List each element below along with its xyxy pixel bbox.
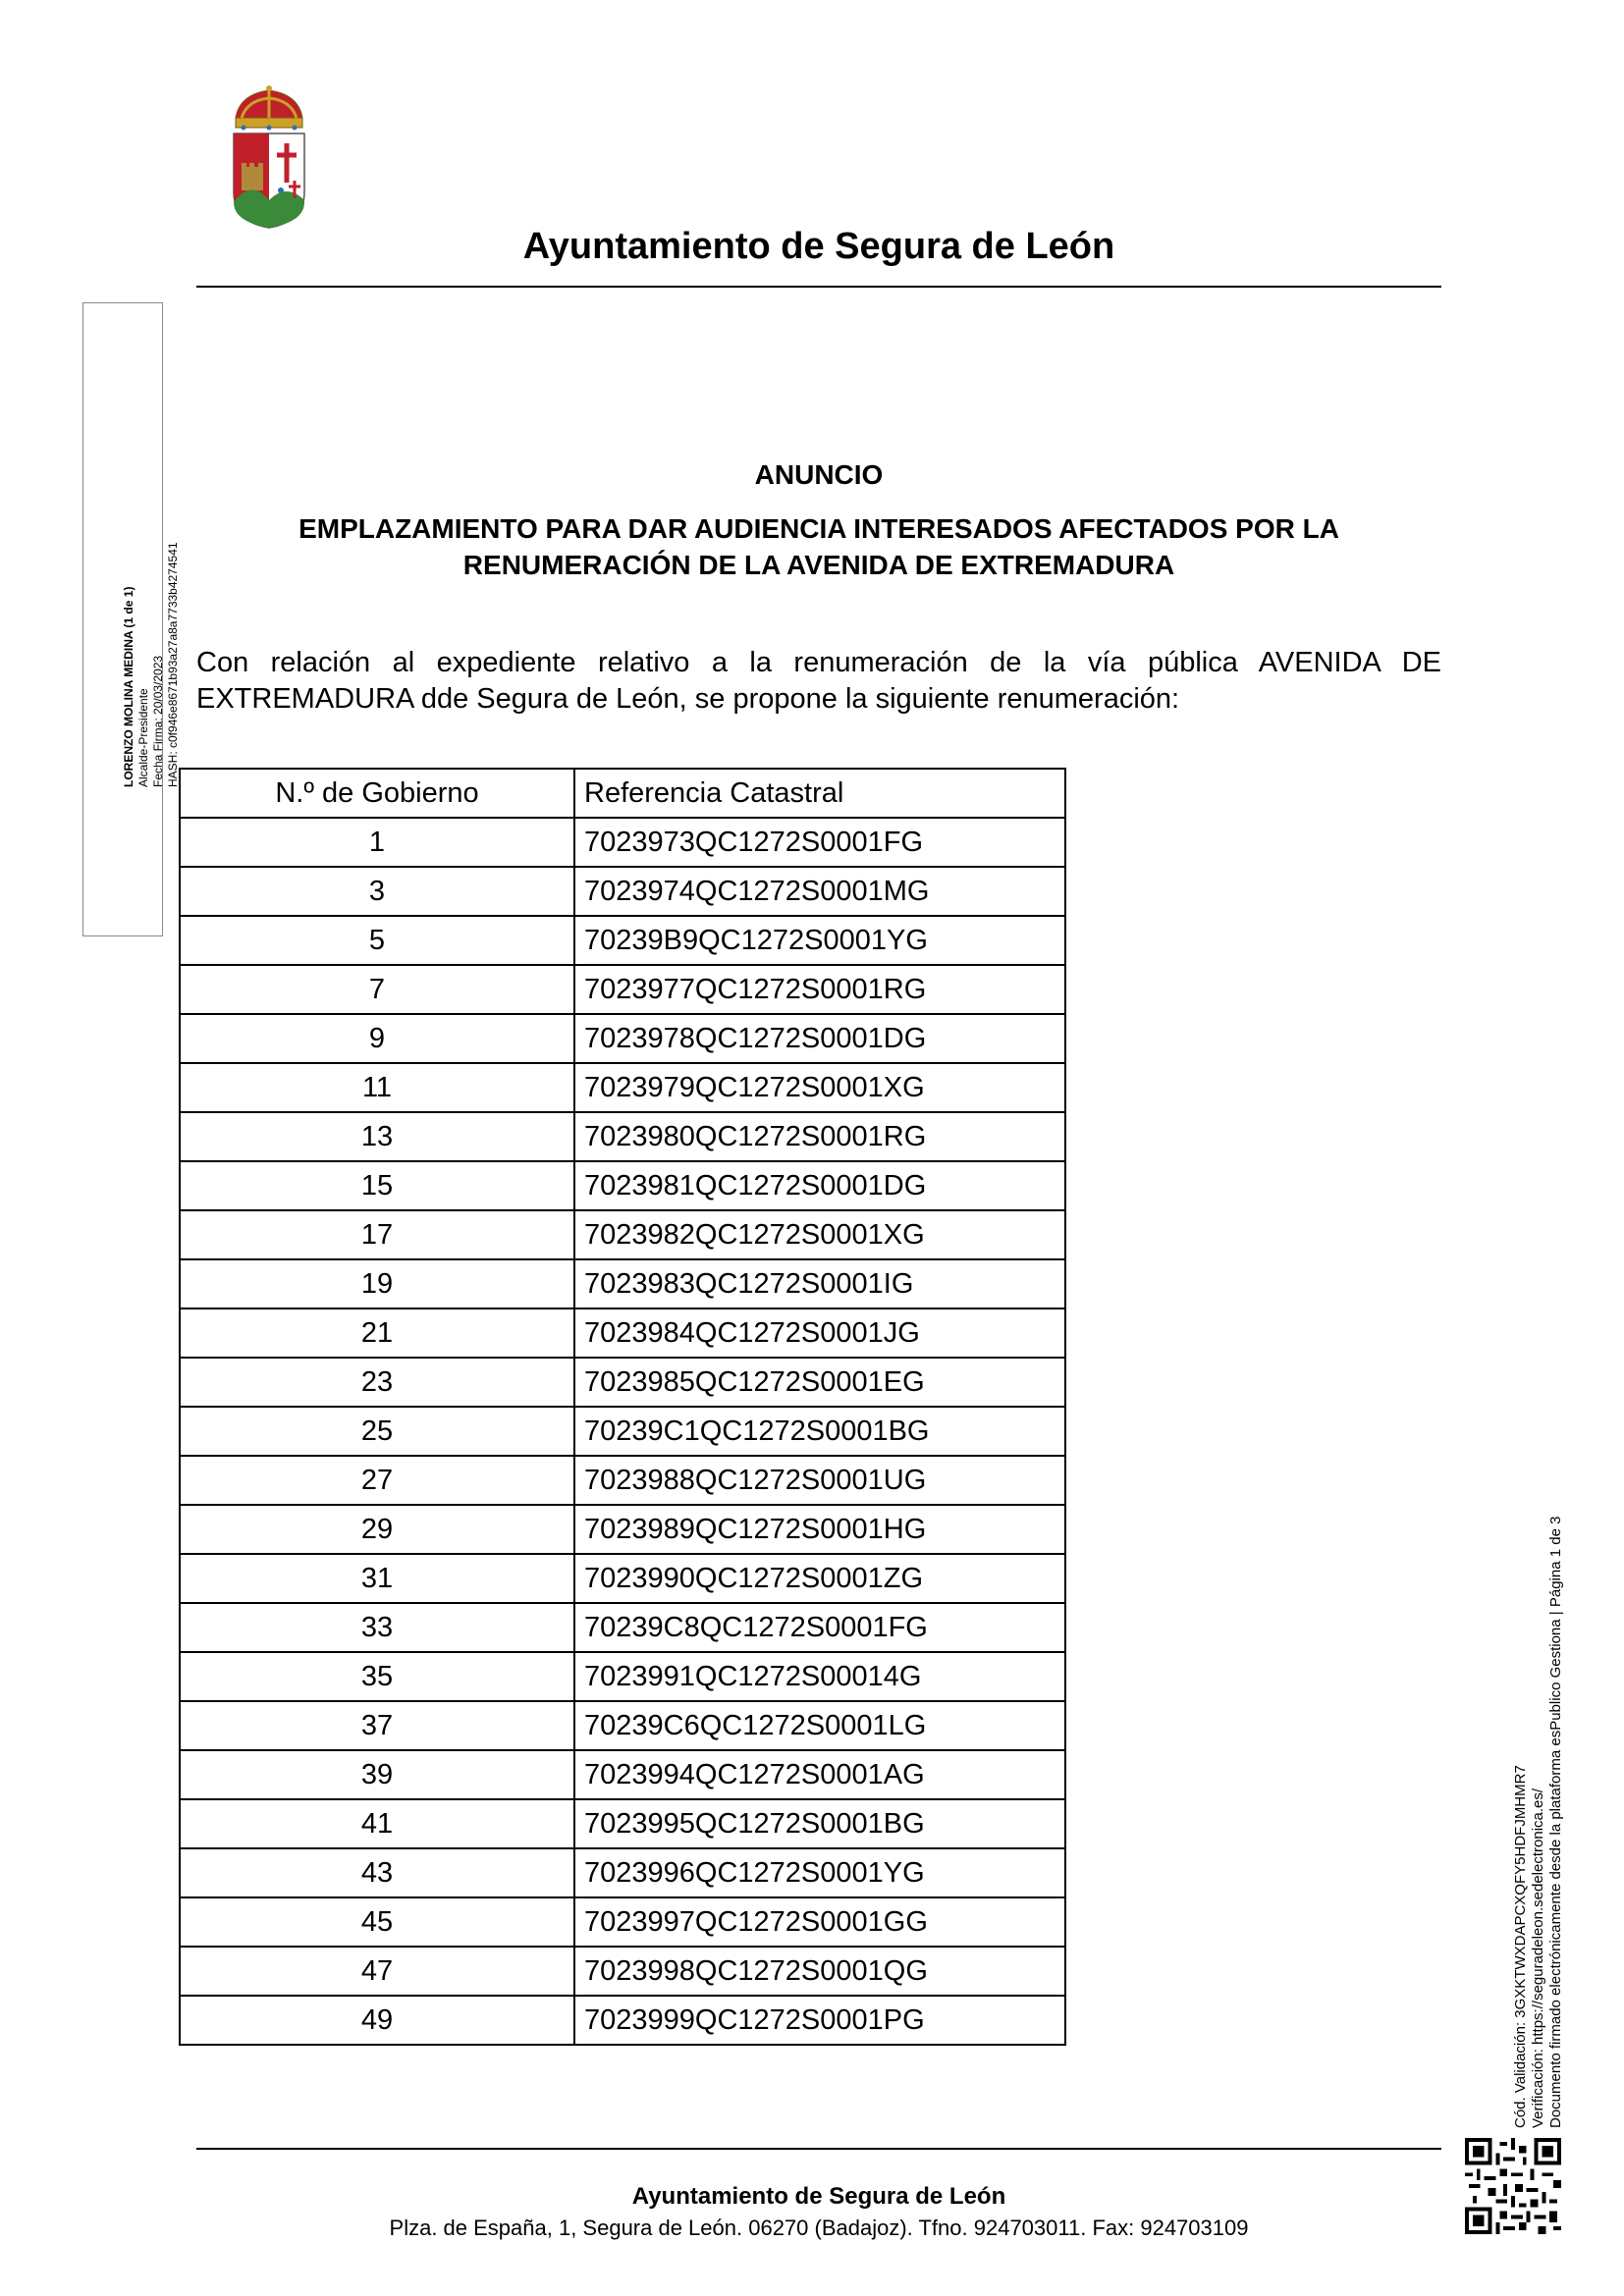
table-row: [180, 1996, 1065, 2045]
cell-cadastral-reference: 7023981QC1272S0001DG: [574, 1161, 1065, 1210]
qr-code-icon: [1465, 2138, 1561, 2234]
cell-number: 19: [180, 1259, 574, 1308]
subject-line-2: RENUMERACIÓN DE LA AVENIDA DE EXTREMADURA: [462, 550, 1175, 580]
cell-number: 29: [180, 1505, 574, 1554]
cell-number: 49: [180, 1996, 574, 2045]
cell-number: 47: [180, 1947, 574, 1996]
table-row: [180, 1505, 1065, 1554]
table-row: [180, 1063, 1065, 1112]
cell-number: 37: [180, 1701, 574, 1750]
footer-address: Plza. de España, 1, Segura de León. 06270 (Badajoz). Tfno. 924703011. Fax: 924703109: [389, 2216, 1249, 2240]
cell-cadastral-reference: 7023977QC1272S0001RG: [574, 965, 1065, 1014]
cell-number: 41: [180, 1799, 574, 1848]
cell-cadastral-reference: 7023996QC1272S0001YG: [574, 1848, 1065, 1897]
signer-name: LORENZO MOLINA MEDINA (1 de 1): [122, 586, 135, 787]
table-row: [180, 1848, 1065, 1897]
cell-number: 1: [180, 818, 574, 867]
cell-number: 15: [180, 1161, 574, 1210]
cell-number: 33: [180, 1603, 574, 1652]
header-divider: [196, 286, 1441, 288]
intro-paragraph: Con relación al expediente relativo a la renumeración de la vía pública AVENIDA DE EXTREMADURA dde Segura de León, se propone la siguiente renumeración:: [196, 647, 1441, 715]
signature-block: [122, 542, 181, 787]
cell-cadastral-reference: 70239C8QC1272S0001FG: [574, 1603, 1065, 1652]
signer-role: Alcalde-Presidente: [136, 688, 150, 787]
table-row: [180, 1897, 1065, 1947]
cell-cadastral-reference: 7023983QC1272S0001IG: [574, 1259, 1065, 1308]
cell-number: 7: [180, 965, 574, 1014]
table-row: [180, 1161, 1065, 1210]
table-row: [180, 1554, 1065, 1603]
cell-number: 23: [180, 1358, 574, 1407]
cell-number: 21: [180, 1308, 574, 1358]
cell-cadastral-reference: 7023999QC1272S0001PG: [574, 1996, 1065, 2045]
table-row: [180, 1652, 1065, 1701]
organization-title: Ayuntamiento de Segura de León: [522, 226, 1115, 267]
table-row: [180, 1014, 1065, 1063]
cell-number: 9: [180, 1014, 574, 1063]
table-row: [180, 1603, 1065, 1652]
validation-document: Documento firmado electrónicamente desde la plataforma esPublico Gestiona | Página 1 de 3: [1547, 1516, 1564, 2128]
cell-cadastral-reference: 7023998QC1272S0001QG: [574, 1947, 1065, 1996]
cell-number: 17: [180, 1210, 574, 1259]
validation-url: Verificación: https://seguradeleon.sedelectronica.es/: [1530, 1788, 1546, 2128]
signature-hash: HASH: c0f946e8671b93a27a8a7733b4274541: [166, 542, 180, 787]
announcement-label: ANUNCIO: [754, 459, 884, 490]
table-row: [180, 965, 1065, 1014]
table-row: [180, 1112, 1065, 1161]
table-row: [180, 1407, 1065, 1456]
cell-number: 25: [180, 1407, 574, 1456]
cell-cadastral-reference: 7023984QC1272S0001JG: [574, 1308, 1065, 1358]
table-row: [180, 1701, 1065, 1750]
cell-cadastral-reference: 7023988QC1272S0001UG: [574, 1456, 1065, 1505]
cell-number: 39: [180, 1750, 574, 1799]
cell-number: 5: [180, 916, 574, 965]
cell-cadastral-reference: 7023985QC1272S0001EG: [574, 1358, 1065, 1407]
cell-number: 11: [180, 1063, 574, 1112]
coat-of-arms-icon: [228, 84, 310, 230]
table-row: [180, 867, 1065, 916]
column-header-reference: Referencia Catastral: [574, 769, 1065, 818]
table-row: [180, 1259, 1065, 1308]
cell-cadastral-reference: 7023995QC1272S0001BG: [574, 1799, 1065, 1848]
cell-cadastral-reference: 7023980QC1272S0001RG: [574, 1112, 1065, 1161]
cell-cadastral-reference: 7023974QC1272S0001MG: [574, 867, 1065, 916]
table-row: [180, 1308, 1065, 1358]
renumbering-table: [179, 768, 1066, 2046]
footer-divider: [196, 2148, 1441, 2150]
table-row: [180, 1947, 1065, 1996]
cell-number: 27: [180, 1456, 574, 1505]
table-header-row: [180, 769, 1065, 818]
cell-cadastral-reference: 7023989QC1272S0001HG: [574, 1505, 1065, 1554]
table-row: [180, 1750, 1065, 1799]
cell-cadastral-reference: 7023982QC1272S0001XG: [574, 1210, 1065, 1259]
subject-line-1: EMPLAZAMIENTO PARA DAR AUDIENCIA INTERESADOS AFECTADOS POR LA: [298, 513, 1339, 544]
cell-cadastral-reference: 7023990QC1272S0001ZG: [574, 1554, 1065, 1603]
cell-cadastral-reference: 7023997QC1272S0001GG: [574, 1897, 1065, 1947]
cell-number: 31: [180, 1554, 574, 1603]
cell-number: 43: [180, 1848, 574, 1897]
footer-organization: Ayuntamiento de Segura de León: [631, 2183, 1006, 2210]
cell-number: 13: [180, 1112, 574, 1161]
table-row: [180, 916, 1065, 965]
cell-cadastral-reference: 70239C6QC1272S0001LG: [574, 1701, 1065, 1750]
table-row: [180, 818, 1065, 867]
cell-cadastral-reference: 7023979QC1272S0001XG: [574, 1063, 1065, 1112]
validation-code: Cód. Validación: 3GXKTWXDAPCXQFY5HDFJMHMR7: [1512, 1765, 1529, 2128]
cell-cadastral-reference: 7023978QC1272S0001DG: [574, 1014, 1065, 1063]
cell-number: 3: [180, 867, 574, 916]
signature-date: Fecha Firma: 20/03/2023: [151, 655, 165, 787]
cell-cadastral-reference: 7023973QC1272S0001FG: [574, 818, 1065, 867]
validation-block: [1512, 1517, 1565, 2128]
table-row: [180, 1358, 1065, 1407]
table-row: [180, 1210, 1065, 1259]
announcement-subject: [196, 510, 1441, 583]
table-row: [180, 1799, 1065, 1848]
cell-cadastral-reference: 70239B9QC1272S0001YG: [574, 916, 1065, 965]
cell-cadastral-reference: 7023994QC1272S0001AG: [574, 1750, 1065, 1799]
cell-cadastral-reference: 70239C1QC1272S0001BG: [574, 1407, 1065, 1456]
column-header-number: N.º de Gobierno: [180, 769, 574, 818]
cell-cadastral-reference: 7023991QC1272S00014G: [574, 1652, 1065, 1701]
cell-number: 45: [180, 1897, 574, 1947]
cell-number: 35: [180, 1652, 574, 1701]
table-row: [180, 1456, 1065, 1505]
